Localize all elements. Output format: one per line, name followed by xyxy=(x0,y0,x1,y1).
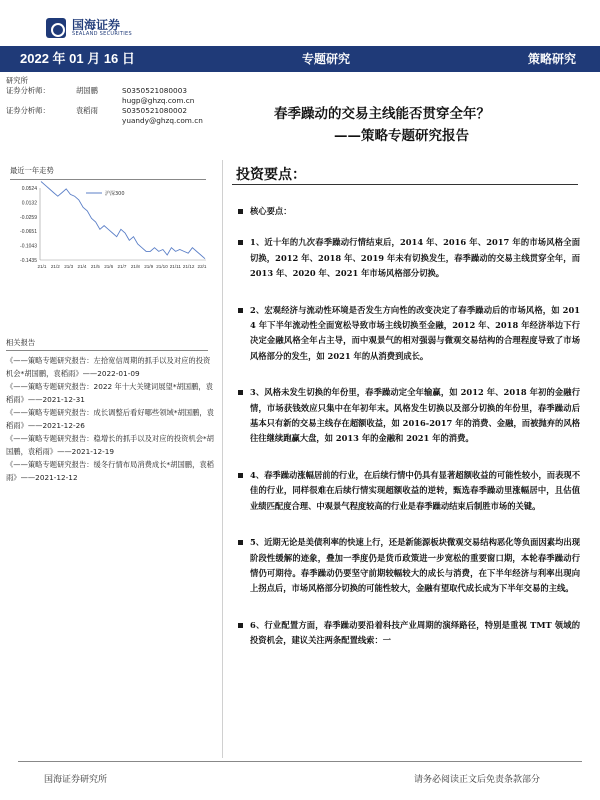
x-tick-label: 21/4 xyxy=(77,264,87,269)
report-subtitle: ——策略专题研究报告 xyxy=(334,128,469,144)
report-type: 策略研究 xyxy=(528,52,577,66)
related-reports xyxy=(6,338,214,484)
x-tick-label: 21/10 xyxy=(156,264,168,269)
y-tick-label: -0.1435 xyxy=(20,258,37,264)
point-item xyxy=(250,468,580,514)
report-date: 2022 年 01 月 16 日 xyxy=(20,51,135,66)
related-report-item[interactable]: 《——策略专题研究报告：成长调整后看好哪些领域*胡国鹏，袁稻雨》——2021-12-26 xyxy=(6,408,214,430)
related-report-item[interactable]: 《——策略专题研究报告：缓冬行情布局消费成长*胡国鹏，袁稻雨》——2021-12-12 xyxy=(6,460,214,482)
point-item xyxy=(250,235,580,281)
point-item xyxy=(250,618,580,649)
analyst-row xyxy=(6,116,218,126)
x-tick-label: 22/1 xyxy=(197,264,207,269)
point-text: 5、近期无论是美债利率的快速上行，还是新能源板块微观交易结构恶化等负面因素均出现阶段性缓解的迹象，叠加一季度仍是货币政策进一步宽松的重要窗口期，本轮春季躁动行情仍可期待。春季躁动仍要坚守前期较幅较大的成长与消费，在下半年经济与利率出现向上拐点后，市场风格部分切换的可能性较大，金融有望取代成长成为下半年交易的主线。 xyxy=(250,537,580,594)
x-tick-label: 21/3 xyxy=(64,264,74,269)
logo-subtext: SEALAND SECURITIES xyxy=(72,31,132,37)
trend-chart xyxy=(10,166,210,282)
analyst-email[interactable]: yuandy@ghzq.com.cn xyxy=(122,116,203,125)
analyst-code: S0350521080002 xyxy=(122,106,187,115)
core-label-text: 核心要点： xyxy=(250,206,292,216)
footer-institute: 国海证券研究所 xyxy=(44,775,108,785)
report-category: 专题研究 xyxy=(302,52,351,66)
y-tick-label: 0.0132 xyxy=(21,200,37,207)
x-tick-label: 21/6 xyxy=(104,264,114,269)
x-tick-label: 21/1 xyxy=(37,264,47,269)
analyst-name: 袁稻雨 xyxy=(76,106,98,115)
analyst-name xyxy=(76,96,122,106)
y-tick-label: -0.0259 xyxy=(20,214,37,221)
analyst-code: S0350521080003 xyxy=(122,86,187,95)
analyst-info xyxy=(6,76,218,126)
square-bullet-icon xyxy=(238,308,243,313)
analyst-email[interactable]: hugp@ghzq.com.cn xyxy=(122,96,195,105)
x-tick-label: 21/2 xyxy=(50,264,60,269)
column-divider xyxy=(222,160,223,758)
square-bullet-icon xyxy=(238,240,243,245)
y-tick-label: -0.1043 xyxy=(20,243,37,250)
analyst-label: 证券分析师： xyxy=(6,106,50,115)
report-title: 春季躁动的交易主线能否贯穿全年？ xyxy=(274,106,490,122)
investment-points xyxy=(250,204,580,670)
core-points-label xyxy=(250,204,580,219)
footer-disclaimer: 请务必阅读正文后免责条款部分 xyxy=(414,775,541,785)
company-logo xyxy=(46,18,132,38)
related-report-item[interactable]: 《——策略专题研究报告：2022 年十大关键词展望*胡国鹏，袁稻雨》——2021-12-31 xyxy=(6,382,213,404)
point-text: 6、行业配置方面，春季躁动要沿着科技产业周期的演绎路径，特别是重视 TMT 领域的投资机会，建议关注两条配置线索：一 xyxy=(250,619,580,646)
square-bullet-icon xyxy=(238,473,243,478)
legend-label: 沪深300 xyxy=(105,191,125,197)
related-divider xyxy=(6,350,208,351)
logo-text: 国海证券 xyxy=(72,18,121,32)
point-item xyxy=(250,535,580,597)
square-bullet-icon xyxy=(238,623,243,628)
analyst-label: 证券分析师： xyxy=(6,86,50,95)
related-report-item[interactable]: 《——策略专题研究报告：左拾宽信周期的抓手以及对应的投资机会*胡国鹏，袁稻雨》——2022-01-09 xyxy=(6,356,211,378)
analyst-name xyxy=(76,116,122,126)
x-tick-label: 21/11 xyxy=(169,264,181,269)
investment-heading: 投资要点： xyxy=(236,167,306,183)
related-title: 相关报告 xyxy=(6,338,36,347)
analyst-label xyxy=(6,116,76,126)
header-banner xyxy=(0,46,600,72)
point-item xyxy=(250,303,580,365)
chart-svg xyxy=(10,180,210,280)
chart-caption: 最近一年走势 xyxy=(10,166,54,175)
logo-icon xyxy=(46,18,66,38)
institute-label: 研究所 xyxy=(6,76,28,85)
analyst-row xyxy=(6,96,218,106)
x-tick-label: 21/9 xyxy=(144,264,154,269)
related-report-item[interactable]: 《——策略专题研究报告：稳增长的抓手以及对应的投资机会*胡国鹏，袁稻雨》——2021-12-19 xyxy=(6,434,214,456)
point-item xyxy=(250,385,580,447)
analyst-row xyxy=(6,86,218,96)
analyst-name: 胡国鹏 xyxy=(76,86,98,95)
point-text: 3、风格未发生切换的年份里，春季躁动定全年输赢，如 2012 年、2018 年初的金融行情，市场获钱效应只集中在年初年末。风格发生切换以及部分切换的年份里，春季躁动后基本只有新的交易主线存在超额收益，如 2016-2017 年的消费、金融，而被抛弃的风格往往继续跑赢大盘，如 2013 年的金融和 2021 年的消费。 xyxy=(250,387,580,444)
footer-divider xyxy=(18,761,582,762)
analyst-row xyxy=(6,106,218,116)
x-tick-label: 21/8 xyxy=(130,264,140,269)
point-text: 1、近十年的九次春季躁动行情结束后，2014 年、2016 年、2017 年的市场风格全面切换，2012 年、2018 年、2019 年未有切换发生，春季躁动的交易主线贯穿全年，而 2013 年、2020 年、2021 年市场风格部分切换。 xyxy=(250,237,580,279)
y-tick-label: 0.0524 xyxy=(21,186,37,192)
square-bullet-icon xyxy=(238,540,243,545)
square-bullet-icon xyxy=(238,390,243,395)
x-tick-label: 21/12 xyxy=(182,264,195,269)
analyst-label xyxy=(6,96,76,106)
x-tick-label: 21/7 xyxy=(117,264,127,269)
heading-divider xyxy=(232,184,578,185)
point-text: 4、春季躁动涨幅居前的行业，在后续行情中仍具有显著超额收益的可能性较小，而表现不佳的行业，同样很难在后续行情实现超额收益的逆转，甄选春季躁动里涨幅居中，且估值业绩匹配度合理、中观景气程度较高的行业是春季躁动结束后制胜市场的关键。 xyxy=(250,469,580,511)
point-text: 2、宏观经济与流动性环境是否发生方向性的改变决定了春季躁动后的市场风格，如 2014 年下半年流动性全面宽松导致市场主线切换至金融，2012 年、2018 年经济举边下行决定金融风格全年占主导，而中观景气的相对强弱与微观交易结构的合理程度导致了市场风格部分的发生，如 2021 年的从消费到成长。 xyxy=(250,304,580,361)
x-tick-label: 21/5 xyxy=(90,264,100,269)
square-bullet-icon xyxy=(238,209,243,214)
y-tick-label: -0.0651 xyxy=(20,229,37,236)
